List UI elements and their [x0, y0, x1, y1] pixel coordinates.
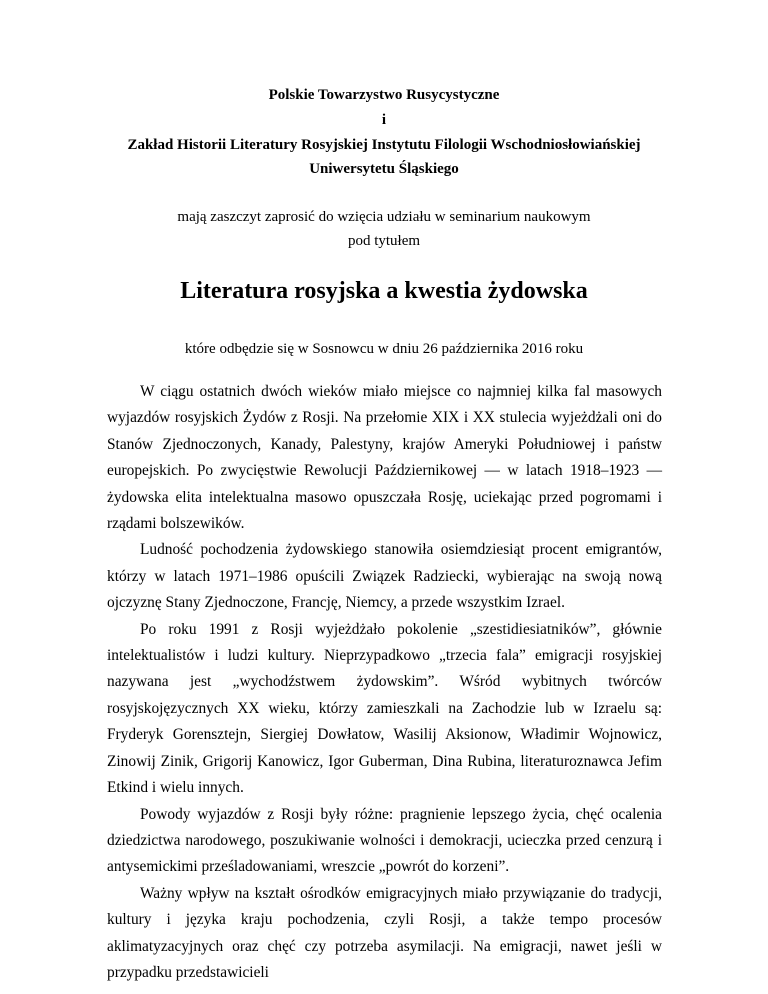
- paragraph-2: Ludność pochodzenia żydowskiego stanowiła osiemdziesiąt procent emigrantów, którzy w latach 1971–1986 opuścili Związek Radziecki, wybierając na swoją nową ojczyznę Stany Zjednoczone, Francję, Niemcy, a przede wszystkim Izrael.: [107, 541, 662, 612]
- organizer-department: Zakład Historii Literatury Rosyjskiej Instytutu Filologii Wschodniosłowiańskiej: [127, 137, 641, 153]
- paragraph-3: Po roku 1991 z Rosji wyjeżdżało pokolenie „szestidiesiatników”, głównie intelektualistów i ludzi kultury. Nieprzypadkowo „trzecia fala” emigracji rosyjskiej nazywana jest „wychodźstwem żydowskim”. Wśród wybitnych twórców rosyjskojęzycznych XX wieku, którzy zamieszkali na Zachodzie lub w Izraelu są: Fryderyk Gorensztejn, Siergiej Dowłatow, Wasilij Aksionow, Władimir Wojnowicz, Zinowij Zinik, Grigorij Kanowicz, Igor Guberman, Dina Rubina, literaturoznawca Jefim Etkind i wielu innych.: [107, 620, 662, 797]
- organizer-society: Polskie Towarzystwo Rusycystyczne: [268, 87, 500, 103]
- body-text: [107, 379, 662, 986]
- paragraph-4: Powody wyjazdów z Rosji były różne: pragnienie lepszego życia, chęć ocalenia dziedzictwa narodowego, poszukiwanie wolności i demokracji, ucieczka przed cenzurą i antysemickimi prześladowaniami, wreszcie „powrót do korzeni”.: [107, 805, 662, 876]
- paragraph-5: Ważny wpływ na kształt ośrodków emigracyjnych miało przywiązanie do tradycji, kultury i języka kraju pochodzenia, czyli Rosji, a także tempo procesów aklimatyzacyjnych oraz chęć czy potrzeba asymilacji. Na emigracji, nawet jeśli w przypadku przedstawicieli: [107, 884, 662, 981]
- invitation-line-2: pod tytułem: [347, 233, 421, 249]
- seminar-date-line: które odbędzie się w Sosnowcu w dniu 26 października 2016 roku: [184, 341, 584, 357]
- seminar-title: Literatura rosyjska a kwestia żydowska: [180, 278, 588, 304]
- invitation-line-1: mają zaszczyt zaprosić do wzięcia udziału w seminarium naukowym: [177, 209, 591, 225]
- organizer-university: Uniwersytetu Śląskiego: [309, 161, 459, 177]
- paragraph-1: W ciągu ostatnich dwóch wieków miało miejsce co najmniej kilka fal masowych wyjazdów rosyjskich Żydów z Rosji. Na przełomie XIX i XX stulecia wyjeżdżali oni do Stanów Zjednoczonych, Kanady, Palestyny, krajów Ameryki Południowej i państw europejskich. Po zwycięstwie Rewolucji Październikowej — w latach 1918–1923 — żydowska elita intelektualna masowo opuszczała Rosję, uciekając przed pogromami i rządami bolszewików.: [107, 383, 662, 533]
- organizer-conjunction: i: [381, 112, 387, 128]
